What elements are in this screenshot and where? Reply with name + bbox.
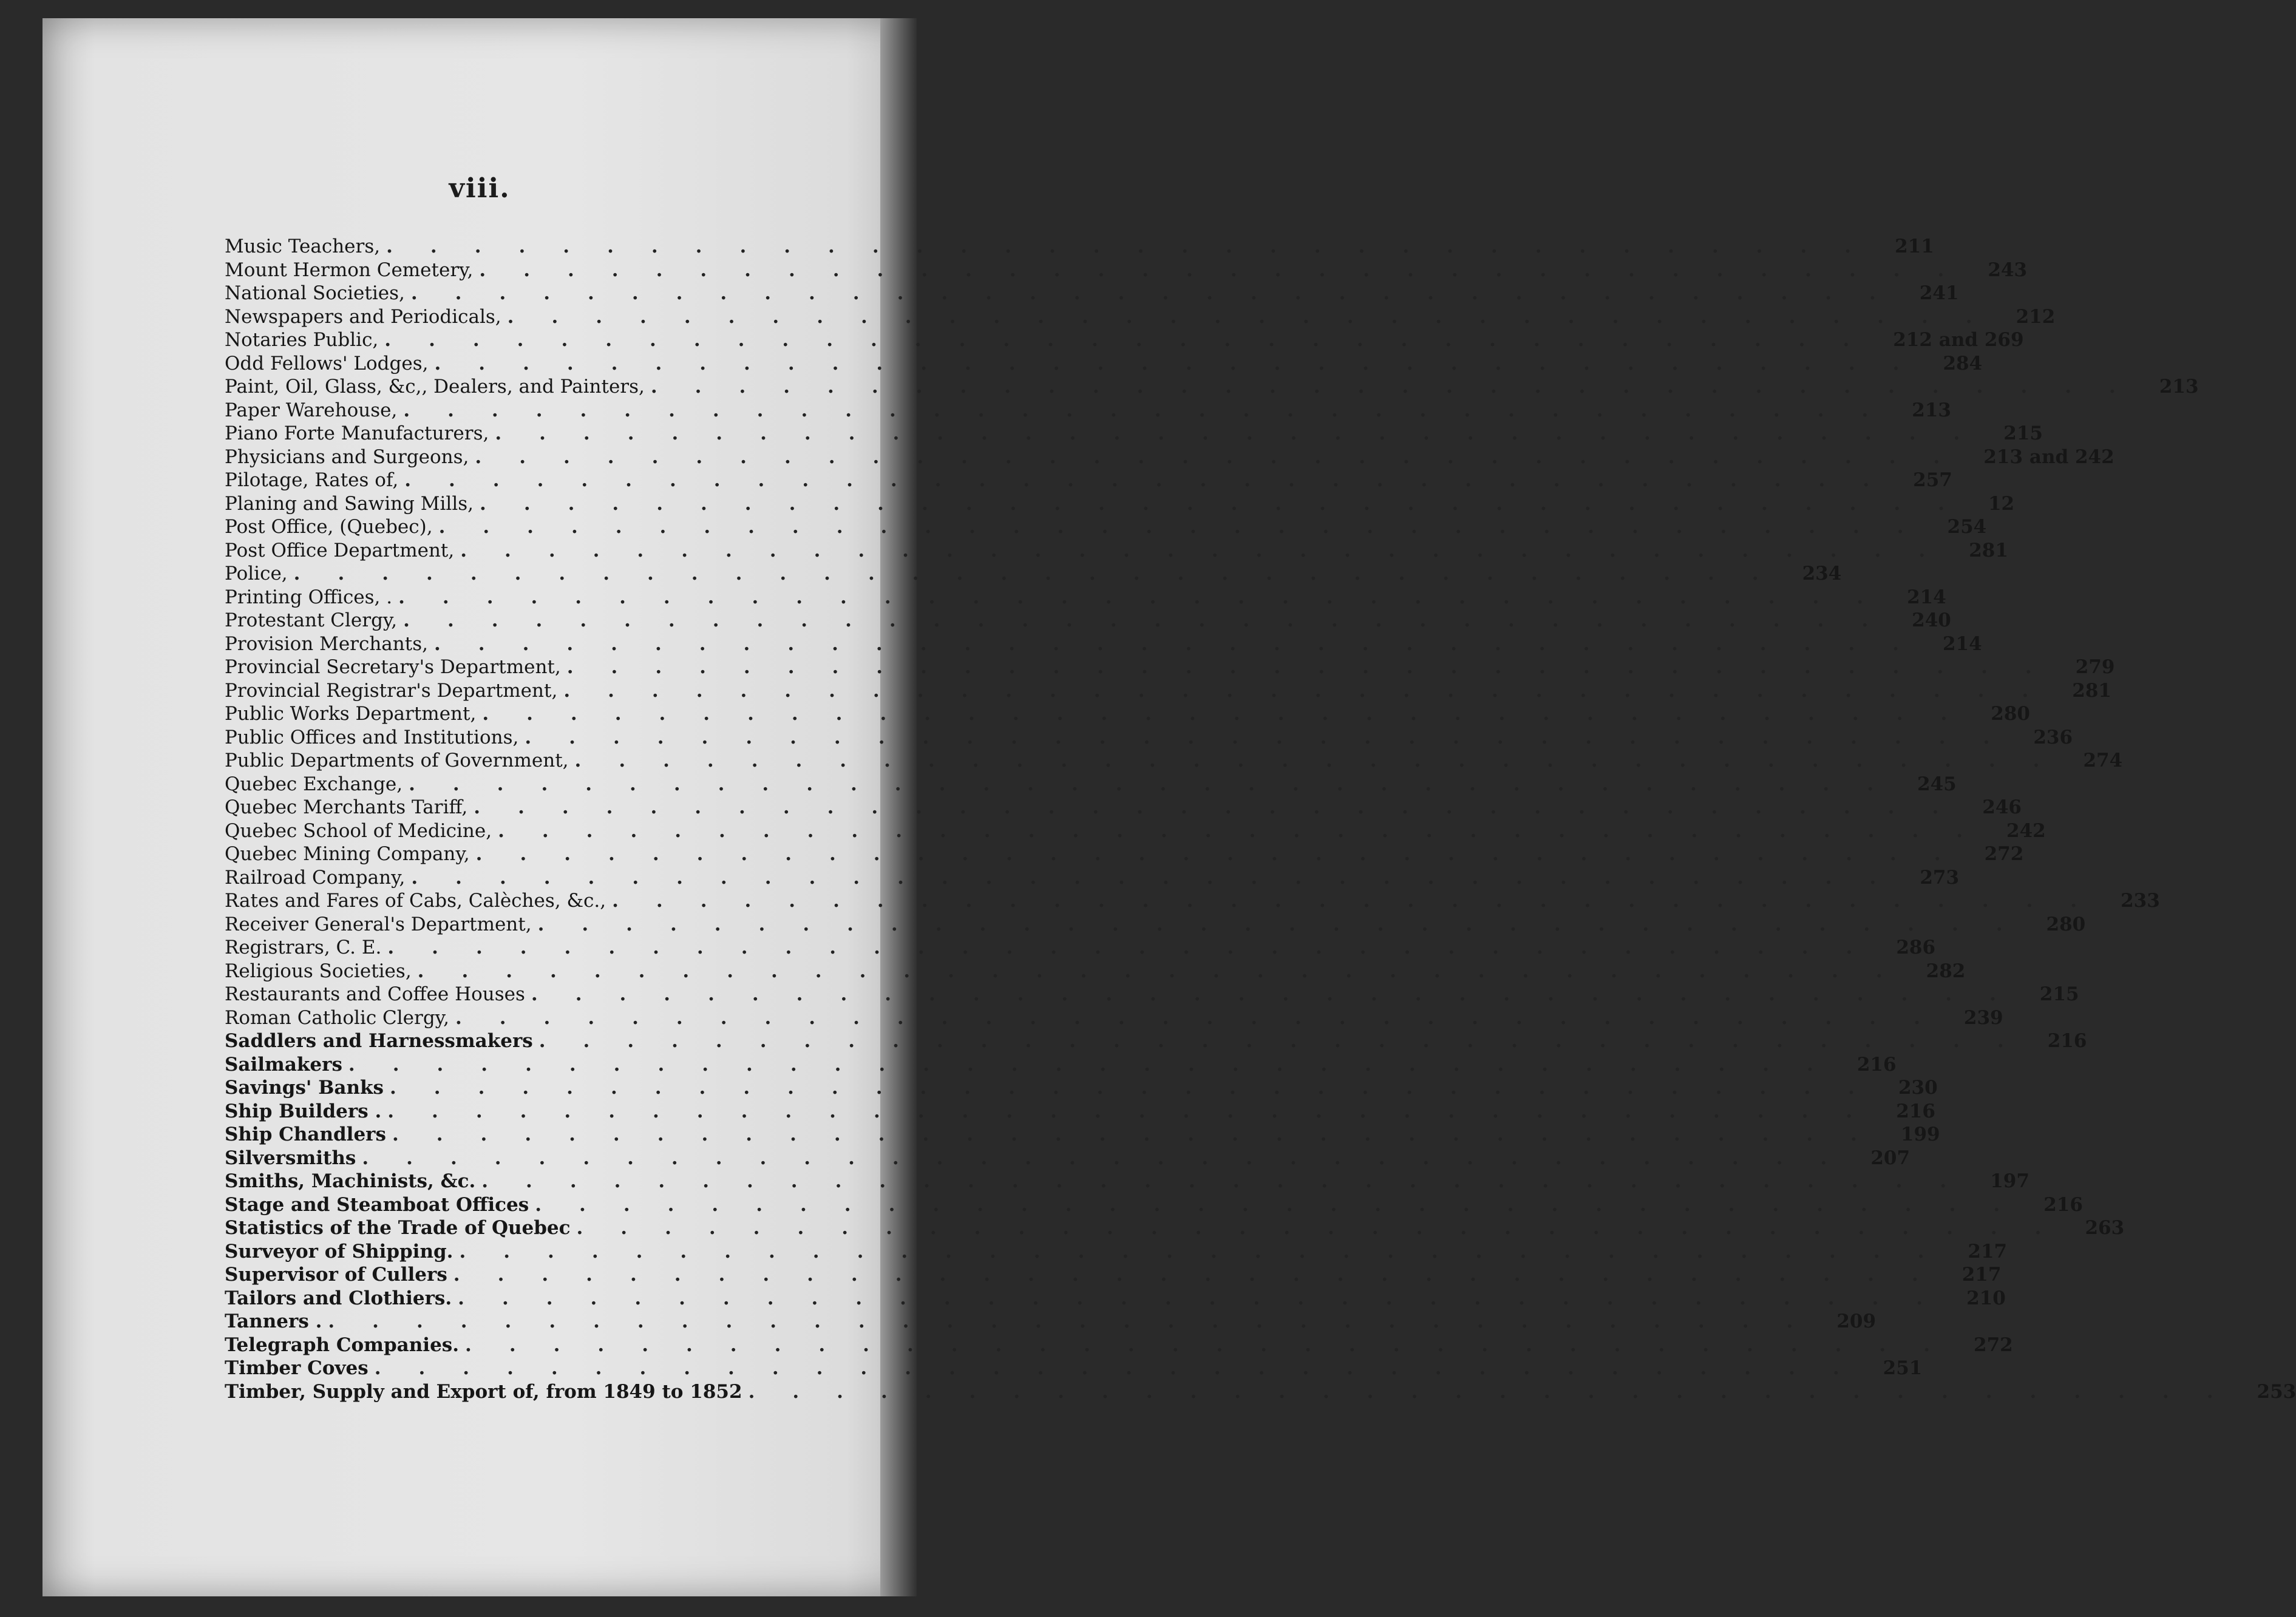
leader-dots: .................................. <box>482 703 1985 725</box>
index-entry <box>225 352 1983 376</box>
leader-dots: .................................. <box>386 236 1889 257</box>
leader-dots: .................................. <box>480 492 1982 515</box>
index-entry <box>225 726 2073 750</box>
leader-dots: .................................. <box>434 352 1937 375</box>
index-entry <box>225 563 1842 586</box>
index-entry <box>225 1006 2003 1031</box>
index-entry <box>225 819 2046 844</box>
index-entry-label: Savings' Banks <box>225 1077 384 1099</box>
index-entry <box>225 236 1934 259</box>
index-entry-label: Physicians and Surgeons, <box>225 446 469 468</box>
index-entry-label: Provincial Secretary's Department, <box>225 656 561 678</box>
index-entry-label: Tanners . <box>225 1310 322 1332</box>
index-entry-label: Music Teachers, <box>225 236 381 257</box>
page-folio: viii. <box>449 173 511 204</box>
index-entry-page: 272 <box>1984 843 2024 865</box>
index-entry-page: 284 <box>1943 352 1983 375</box>
leader-dots: .................................. <box>387 937 1890 958</box>
index-entry <box>225 376 2199 399</box>
index-entry <box>225 1264 2002 1287</box>
leader-dots: .................................. <box>538 1030 2042 1052</box>
leader-dots: .................................. <box>650 376 2153 398</box>
index-entry-page: 210 <box>1966 1287 2006 1309</box>
index-entry-label: Saddlers and Harnessmakers <box>225 1030 533 1052</box>
leader-dots: .................................. <box>481 1170 1985 1192</box>
index-entry-label: Public Works Department, <box>225 703 477 725</box>
index-entry-page: 251 <box>1883 1357 1923 1379</box>
index-entry <box>225 913 2086 937</box>
leader-dots: .................................. <box>417 960 1920 982</box>
index-entry-page: 213 <box>1912 399 1951 421</box>
index-entry-page: 209 <box>1836 1310 1877 1332</box>
leader-dots: .................................. <box>576 1217 2079 1239</box>
index-entry-page: 239 <box>1963 1006 2003 1029</box>
index-entry-label: Quebec School of Medicine, <box>225 819 492 842</box>
index-entry-label: Statistics of the Trade of Quebec <box>225 1217 571 1239</box>
index-entry <box>225 750 2123 773</box>
index-entry-label: Post Office, (Quebec), <box>225 516 433 538</box>
index-entry <box>225 1147 1911 1171</box>
index-entry <box>225 983 2079 1007</box>
index-entry <box>225 586 1946 610</box>
leader-dots: .................................. <box>474 796 1977 818</box>
leader-dots: .................................. <box>475 446 1978 468</box>
leader-dots: .................................. <box>612 890 2115 912</box>
index-entry <box>225 703 2030 727</box>
index-entry-label: Stage and Steamboat Offices <box>225 1193 529 1216</box>
index-entry <box>225 282 1959 306</box>
leader-dots: .................................. <box>387 1100 1890 1122</box>
index-entry <box>225 1217 2125 1241</box>
index-entry-label: Pilotage, Rates of, <box>225 469 399 491</box>
index-entry <box>225 1240 2008 1264</box>
index-entry-page: 280 <box>2046 913 2086 935</box>
leader-dots: .................................. <box>525 726 2028 748</box>
index-entry <box>225 890 2160 914</box>
index-entry-page: 253 <box>2257 1380 2296 1403</box>
index-entry <box>225 305 2056 330</box>
leader-dots: .................................. <box>389 1077 1892 1099</box>
index-entry <box>225 1193 2083 1218</box>
index-entry <box>225 329 2024 353</box>
index-entry-page: 214 <box>1942 632 1982 655</box>
index-entry-label: Planing and Sawing Mills, <box>225 492 474 515</box>
index-entry-page: 211 <box>1895 236 1934 257</box>
index-entry-page: 254 <box>1947 516 1987 538</box>
index-entry-page: 212 and 269 <box>1893 329 2024 351</box>
leader-dots: .................................. <box>384 329 1887 351</box>
index-entry-page: 230 <box>1898 1077 1938 1099</box>
index-entry-label: Post Office Department, <box>225 539 455 561</box>
index-entry-page: 12 <box>1988 492 2015 515</box>
index-entry-label: Odd Fellows' Lodges, <box>225 352 429 375</box>
index-entry-page: 242 <box>2006 819 2046 842</box>
index-entry-page: 273 <box>1920 866 1960 889</box>
index-entry-label: Receiver General's Department, <box>225 913 532 935</box>
index-entry <box>225 1170 2029 1194</box>
index-entry-label: Quebec Exchange, <box>225 773 403 795</box>
index-entry-page: 245 <box>1917 773 1957 795</box>
index-entry-page: 281 <box>1969 539 2008 561</box>
index-entry-page: 243 <box>1988 259 2028 281</box>
index-entry-label: Supervisor of Cullers <box>225 1264 447 1286</box>
index-entry-label: Sailmakers <box>225 1053 342 1076</box>
index-entry-label: Piano Forte Manufacturers, <box>225 422 489 444</box>
leader-dots: .................................. <box>531 983 2034 1005</box>
index-entry-label: Quebec Merchants Tariff, <box>225 796 468 818</box>
leader-dots: .................................. <box>507 305 2010 328</box>
index-entry-label: Telegraph Companies. <box>225 1334 460 1356</box>
leader-dots: .................................. <box>465 1334 1968 1356</box>
leader-dots: .................................. <box>458 1287 1961 1309</box>
index-entry <box>225 446 2114 470</box>
index-entry-label: Notaries Public, <box>225 329 379 351</box>
leader-dots: .................................. <box>328 1310 1831 1332</box>
leader-dots: .................................. <box>475 843 1978 865</box>
index-entry-page: 213 <box>2159 376 2199 398</box>
index-entry <box>225 632 1982 657</box>
leader-dots: .................................. <box>433 632 1937 655</box>
index-entry-page: 272 <box>1974 1334 2013 1356</box>
index-entry-page: 216 <box>2043 1193 2083 1216</box>
index-entry <box>225 516 1987 540</box>
leader-dots: .................................. <box>438 516 1941 538</box>
leader-dots: .................................. <box>374 1357 1877 1379</box>
index-entry <box>225 679 2111 703</box>
index-entry <box>225 259 2028 283</box>
leader-dots: .................................. <box>404 469 1907 491</box>
leader-dots: .................................. <box>479 259 1982 281</box>
index-entry <box>225 1030 2087 1054</box>
index-list <box>225 236 2296 1404</box>
index-entry-page: 207 <box>1870 1147 1911 1169</box>
index-entry-page: 212 <box>2016 305 2056 328</box>
index-entry-page: 233 <box>2121 890 2160 912</box>
index-entry-label: Roman Catholic Clergy, <box>225 1006 449 1029</box>
index-entry-page: 263 <box>2085 1217 2125 1239</box>
leader-dots: .................................. <box>409 773 1912 795</box>
leader-dots: .................................. <box>453 1264 1956 1286</box>
leader-dots: .................................. <box>293 563 1796 585</box>
leader-dots: .................................. <box>459 1240 1962 1263</box>
index-entry-label: Protestant Clergy, <box>225 609 398 631</box>
index-entry <box>225 469 1952 493</box>
index-entry-page: 214 <box>1907 586 1946 608</box>
index-entry-label: Tailors and Clothiers. <box>225 1287 452 1309</box>
index-entry-label: Newspapers and Periodicals, <box>225 305 501 328</box>
index-entry-label: Ship Chandlers <box>225 1124 386 1145</box>
index-entry-page: 216 <box>1856 1053 1897 1076</box>
index-entry <box>225 866 1960 890</box>
index-entry <box>225 1380 2296 1405</box>
index-entry-page: 217 <box>1968 1240 2008 1263</box>
index-entry <box>225 399 1951 423</box>
index-entry-label: Public Departments of Government, <box>225 750 569 771</box>
index-entry-page: 197 <box>1990 1170 2029 1192</box>
index-entry-page: 240 <box>1912 609 1951 631</box>
index-entry-page: 241 <box>1919 282 1959 304</box>
leader-dots: .................................. <box>455 1006 1958 1029</box>
index-entry-label: Railroad Company, <box>225 866 406 889</box>
index-entry <box>225 1310 1877 1334</box>
leader-dots: .................................. <box>403 609 1906 631</box>
index-entry <box>225 492 2015 517</box>
leader-dots: .................................. <box>574 750 2077 771</box>
index-entry-page: 257 <box>1913 469 1952 491</box>
index-entry-label: Police, <box>225 563 288 585</box>
index-entry-page: 246 <box>1982 796 2022 818</box>
index-entry <box>225 773 1957 797</box>
index-entry-label: Mount Hermon Cemetery, <box>225 259 474 281</box>
index-entry-page: 217 <box>1961 1264 2002 1286</box>
leader-dots: .................................. <box>403 399 1906 421</box>
leader-dots: .................................. <box>566 656 2070 678</box>
index-entry-label: Rates and Fares of Cabs, Calèches, &c., <box>225 890 606 912</box>
index-entry <box>225 960 1966 984</box>
leader-dots: .................................. <box>348 1053 1851 1076</box>
index-entry <box>225 937 1936 960</box>
index-entry <box>225 1077 1938 1100</box>
index-entry-page: 234 <box>1802 563 1842 585</box>
index-entry-label: National Societies, <box>225 282 405 304</box>
index-entry-page: 215 <box>2003 422 2043 444</box>
index-entry-label: Printing Offices, . <box>225 586 393 608</box>
index-entry <box>225 1334 2013 1358</box>
index-entry-label: Registrars, C. E. <box>225 937 382 958</box>
index-entry <box>225 1124 1940 1147</box>
index-entry-label: Paint, Oil, Glass, &c,, Dealers, and Painters, <box>225 376 645 398</box>
index-entry-label: Paper Warehouse, <box>225 399 398 421</box>
index-entry-page: 282 <box>1926 960 1966 982</box>
index-entry <box>225 422 2043 446</box>
index-entry <box>225 796 2022 820</box>
index-entry-page: 280 <box>1991 703 2030 725</box>
leader-dots: .................................. <box>537 913 2040 935</box>
leader-dots: .................................. <box>748 1380 2251 1403</box>
index-entry-page: 216 <box>1896 1100 1935 1122</box>
index-entry-page: 213 and 242 <box>1983 446 2114 468</box>
index-entry <box>225 1287 2006 1311</box>
index-entry-label: Smiths, Machinists, &c. <box>225 1170 476 1192</box>
index-entry-page: 281 <box>2072 679 2111 702</box>
leader-dots: .................................. <box>460 539 1963 561</box>
index-entry-label: Surveyor of Shipping. <box>225 1240 453 1263</box>
index-entry <box>225 1100 1935 1124</box>
index-entry-label: Public Offices and Institutions, <box>225 726 519 748</box>
leader-dots: .................................. <box>563 679 2067 702</box>
index-entry-page: 199 <box>1900 1124 1940 1145</box>
leader-dots: .................................. <box>398 586 1901 608</box>
index-entry <box>225 656 2115 680</box>
leader-dots: .................................. <box>411 866 1914 889</box>
index-entry-label: Quebec Mining Company, <box>225 843 470 865</box>
leader-dots: .................................. <box>498 819 2001 842</box>
book-page <box>42 18 2296 1596</box>
index-entry-page: 279 <box>2075 656 2115 678</box>
index-entry-label: Religious Societies, <box>225 960 412 982</box>
index-entry-page: 286 <box>1896 937 1936 958</box>
index-entry <box>225 1053 1897 1077</box>
leader-dots: .................................. <box>362 1147 1865 1169</box>
index-entry-label: Timber Coves <box>225 1357 369 1379</box>
index-entry-label: Ship Builders . <box>225 1100 382 1122</box>
index-entry-label: Provincial Registrar's Department, <box>225 679 558 702</box>
leader-dots: .................................. <box>410 282 1914 304</box>
index-entry <box>225 843 2024 867</box>
index-entry-label: Timber, Supply and Export of, from 1849 to 1852 <box>225 1380 742 1403</box>
leader-dots: .................................. <box>495 422 1998 444</box>
index-entry-page: 216 <box>2047 1030 2087 1052</box>
index-entry-page: 215 <box>2039 983 2079 1005</box>
index-entry <box>225 539 2008 563</box>
index-entry-label: Restaurants and Coffee Houses <box>225 983 525 1005</box>
leader-dots: .................................. <box>535 1193 2038 1216</box>
leader-dots: .................................. <box>392 1124 1895 1145</box>
index-entry <box>225 1357 1923 1381</box>
index-entry-label: Provision Merchants, <box>225 632 428 655</box>
index-entry-page: 274 <box>2083 750 2123 771</box>
index-entry-page: 236 <box>2033 726 2073 748</box>
index-entry <box>225 609 1951 633</box>
index-entry-label: Silversmiths <box>225 1147 356 1169</box>
